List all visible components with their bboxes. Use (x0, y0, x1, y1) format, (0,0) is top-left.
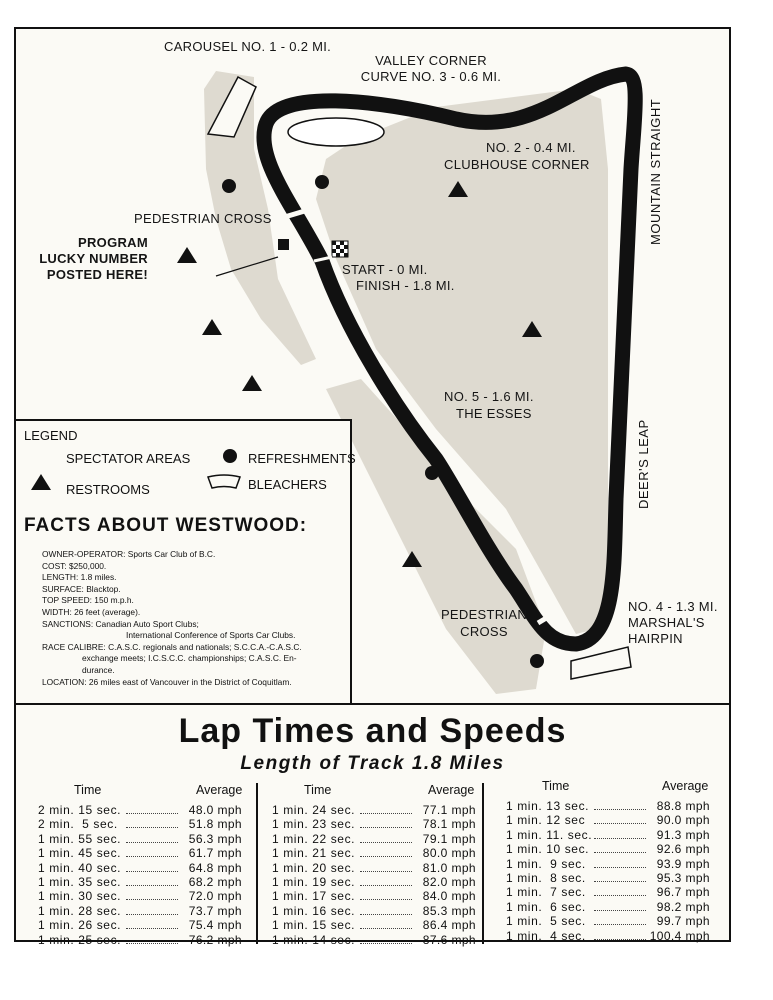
lap-speed: 85.3 mph (422, 903, 476, 918)
dot-leader (594, 828, 646, 839)
lap-time-row (492, 842, 716, 856)
lap-time: 1 min. 40 sec. (38, 860, 122, 875)
col-average-header: Average (662, 779, 709, 793)
bleachers-hairpin (571, 647, 631, 679)
lap-time: 1 min. 21 sec. (272, 846, 356, 861)
lap-time: 1 min. 24 sec. (272, 803, 356, 817)
label-no-5: NO. 5 - 1.6 MI. (444, 389, 534, 404)
fact-speed: TOP SPEED: 150 m.p.h. (42, 595, 134, 606)
program-board (278, 239, 289, 250)
dot-leader (594, 871, 646, 882)
legend-refreshments: REFRESHMENTS (248, 451, 356, 466)
lap-time-row (24, 918, 248, 932)
lap-speed: 92.6 mph (656, 842, 710, 857)
lap-times-subtitle: Length of Track 1.8 Miles (240, 753, 505, 774)
legend-panel (16, 419, 356, 703)
lap-speed: 88.8 mph (656, 799, 710, 813)
label-posted-here: POSTED HERE! (46, 267, 148, 282)
label-valley-corner: VALLEY CORNER (375, 53, 487, 68)
label-hairpin: HAIRPIN (628, 631, 683, 646)
lap-time-row (258, 933, 482, 947)
lap-time-row (492, 799, 716, 813)
label-program: PROGRAM (78, 235, 148, 250)
legend-spectator-areas: SPECTATOR AREAS (66, 451, 191, 466)
col-time-header: Time (542, 779, 570, 793)
label-finish-text: FINISH - 1.8 MI. (356, 278, 455, 293)
refreshment-marker (222, 179, 236, 193)
lap-speed: 80.0 mph (422, 846, 476, 861)
lap-time: 1 min. 55 sec. (38, 831, 122, 846)
lap-time: 1 min. 13 sec. (506, 799, 590, 813)
lap-speed: 95.3 mph (656, 870, 710, 885)
lap-speed: 82.0 mph (422, 874, 476, 889)
lap-time-row (492, 900, 716, 914)
lap-time: 2 min. 15 sec. (38, 803, 122, 817)
lap-time-row (258, 803, 482, 817)
dot-leader (360, 803, 412, 814)
lap-time-row (24, 933, 248, 947)
lap-speed: 81.0 mph (422, 860, 476, 875)
lap-rows (24, 803, 248, 947)
label-curve-3: CURVE NO. 3 - 0.6 MI. (360, 69, 502, 84)
restrooms-icon (30, 473, 52, 491)
label-pedestrian-cross-top: PEDESTRIAN CROSS (134, 211, 272, 226)
fact-length: LENGTH: 1.8 miles. (42, 572, 117, 583)
lap-speed: 68.2 mph (188, 874, 242, 889)
label-mountain-straight: MOUNTAIN STRAIGHT (648, 98, 663, 245)
lap-time-row (24, 803, 248, 817)
lap-time-row (24, 889, 248, 903)
lap-time-row (258, 918, 482, 932)
lap-time-row (258, 889, 482, 903)
dot-leader (126, 846, 178, 857)
fact-cost: COST: $250,000. (42, 560, 107, 571)
lap-time: 1 min. 35 sec. (38, 874, 122, 889)
fact-race-calibre: RACE CALIBRE: C.A.S.C. regionals and nationals; S.C.C.A.-C.A.S.C. (42, 641, 302, 652)
lap-time: 1 min. 25 sec. (38, 932, 122, 947)
lap-time-row (24, 904, 248, 918)
lap-speed: 51.8 mph (188, 817, 242, 832)
lap-rows (258, 803, 482, 947)
lap-time: 1 min. 11. sec. (506, 827, 593, 842)
checkered-flag-icon (332, 241, 348, 257)
dot-leader (594, 929, 646, 940)
dot-leader (360, 875, 412, 886)
lap-time-row (492, 914, 716, 928)
lap-speed: 84.0 mph (422, 889, 476, 904)
lap-speed: 76.2 mph (188, 932, 242, 947)
dot-leader (360, 846, 412, 857)
dot-leader (360, 889, 412, 900)
lap-time: 1 min. 10 sec. (506, 842, 590, 857)
fact-race-calibre-3: durance. (82, 664, 115, 675)
refreshment-marker (425, 466, 439, 480)
dot-leader (594, 857, 646, 868)
lap-time-row (258, 861, 482, 875)
label-lucky-number: LUCKY NUMBER (39, 251, 148, 266)
pond (288, 118, 384, 146)
fact-sanctions-2: International Conference of Sports Car Clubs. (126, 630, 296, 641)
dot-leader (360, 918, 412, 929)
dot-leader (360, 832, 412, 843)
lap-time: 1 min. 16 sec. (272, 903, 356, 918)
lap-speed: 77.1 mph (422, 803, 476, 817)
dot-leader (126, 861, 178, 872)
fact-sanctions: SANCTIONS: Canadian Auto Sport Clubs; (42, 618, 199, 629)
legend-bleachers: BLEACHERS (248, 477, 327, 492)
lap-times-section (16, 703, 729, 947)
restroom-marker (242, 375, 262, 391)
lap-time-row (492, 871, 716, 885)
lap-speed: 78.1 mph (422, 817, 476, 832)
lap-time-row (24, 875, 248, 889)
lap-rows (492, 799, 716, 943)
lap-time: 1 min. 19 sec. (272, 874, 356, 889)
label-carousel: CAROUSEL NO. 1 - 0.2 MI. (164, 39, 332, 54)
lap-time-row (258, 904, 482, 918)
dot-leader (594, 813, 646, 824)
dot-leader (126, 889, 178, 900)
lap-time-row (258, 832, 482, 846)
lap-column-2 (256, 783, 484, 947)
lap-time: 1 min. 26 sec. (38, 918, 122, 933)
dot-leader (594, 885, 646, 896)
lap-speed: 87.6 mph (422, 932, 476, 947)
lap-time: 1 min. 9 sec. (506, 856, 586, 871)
fact-owner: OWNER-OPERATOR: Sports Car Club of B.C. (42, 549, 216, 559)
lap-time-row (258, 875, 482, 889)
lap-time: 1 min. 20 sec. (272, 860, 356, 875)
lap-time: 1 min. 22 sec. (272, 831, 356, 846)
legend-restrooms: RESTROOMS (66, 482, 150, 497)
lap-speed: 73.7 mph (188, 903, 242, 918)
dot-leader (594, 842, 646, 853)
lap-time-row (492, 857, 716, 871)
label-pedestrian: PEDESTRIAN (440, 607, 528, 622)
lap-time-row (24, 861, 248, 875)
dot-leader (126, 817, 178, 828)
fact-location: LOCATION: 26 miles east of Vancouver in the District of Coquitlam. (42, 676, 292, 687)
lap-speed: 98.2 mph (656, 899, 710, 914)
label-start: START - 0 MI. (342, 262, 428, 277)
lap-column-1 (24, 783, 248, 947)
lap-time: 1 min. 7 sec. (506, 885, 586, 900)
lap-times-title: Lap Times and Speeds (178, 712, 567, 750)
track-map (16, 29, 729, 703)
lap-speed: 91.3 mph (656, 827, 710, 842)
lap-speed: 86.4 mph (422, 918, 476, 933)
label-deers-leap: DEER'S LEAP (636, 419, 651, 509)
lap-time-row (492, 885, 716, 899)
refreshment-marker (315, 175, 329, 189)
lap-speed: 79.1 mph (422, 831, 476, 846)
lap-time-row (258, 846, 482, 860)
lap-time: 1 min. 4 sec. (506, 928, 586, 943)
legend-title: LEGEND (24, 428, 78, 443)
dot-leader (126, 904, 178, 915)
lap-time: 1 min. 45 sec. (38, 846, 122, 861)
lap-column-3 (492, 779, 716, 943)
label-cross: CROSS (460, 624, 508, 639)
bleachers-icon (206, 473, 242, 491)
dot-leader (594, 914, 646, 925)
restroom-marker (177, 247, 197, 263)
fact-surface: SURFACE: Blacktop. (42, 583, 121, 594)
lap-time: 1 min. 8 sec. (506, 870, 586, 885)
lap-time: 1 min. 28 sec. (38, 903, 122, 918)
dot-leader (360, 817, 412, 828)
lap-time-row (258, 817, 482, 831)
lap-speed: 64.8 mph (188, 860, 242, 875)
lap-time: 1 min. 5 sec. (506, 914, 586, 929)
dot-leader (126, 803, 178, 814)
lap-time: 1 min. 6 sec. (506, 899, 586, 914)
label-no-4: NO. 4 - 1.3 MI. (628, 599, 718, 614)
dot-leader (126, 832, 178, 843)
label-marshals: MARSHAL'S (628, 615, 705, 630)
lap-time: 1 min. 17 sec. (272, 889, 356, 904)
lap-time-row (24, 817, 248, 831)
refreshment-marker (530, 654, 544, 668)
lap-speed: 75.4 mph (188, 918, 242, 933)
lap-speed: 61.7 mph (188, 846, 242, 861)
dot-leader (360, 933, 412, 944)
lap-time: 2 min. 5 sec. (38, 817, 118, 832)
lap-speed: 96.7 mph (656, 885, 710, 900)
restroom-marker (202, 319, 222, 335)
col-average-header: Average (428, 783, 475, 797)
label-no-2: NO. 2 - 0.4 MI. (486, 140, 576, 155)
dot-leader (126, 918, 178, 929)
lap-time-row (492, 813, 716, 827)
label-clubhouse-corner: CLUBHOUSE CORNER (444, 157, 590, 172)
col-time-header: Time (74, 783, 102, 797)
lap-speed: 72.0 mph (188, 889, 242, 904)
lap-time: 1 min. 30 sec. (38, 889, 122, 904)
dot-leader (360, 861, 412, 872)
dot-leader (360, 904, 412, 915)
lap-speed: 99.7 mph (656, 914, 710, 929)
dot-leader (126, 933, 178, 944)
program-page (14, 27, 731, 947)
dot-leader (126, 875, 178, 886)
lap-speed: 100.4 mph (649, 928, 710, 943)
facts-title: FACTS ABOUT WESTWOOD: (24, 515, 308, 536)
lap-speed: 56.3 mph (188, 831, 242, 846)
col-time-header: Time (304, 783, 332, 797)
fact-width: WIDTH: 26 feet (average). (42, 606, 141, 617)
lap-time-row (24, 846, 248, 860)
lap-time-row (24, 832, 248, 846)
lap-time: 1 min. 23 sec. (272, 817, 356, 832)
label-the-esses: THE ESSES (456, 406, 532, 421)
lap-time: 1 min. 12 sec (506, 813, 586, 828)
fact-race-calibre-2: exchange meets; I.C.S.C.C. championships; C.A.S.C. En- (82, 653, 297, 664)
lap-speed: 90.0 mph (656, 813, 710, 828)
lap-speed: 93.9 mph (656, 856, 710, 871)
dot-leader (594, 799, 646, 810)
lap-time-row (492, 929, 716, 943)
refreshments-icon (220, 446, 240, 466)
lap-time-row (492, 828, 716, 842)
lap-time: 1 min. 15 sec. (272, 918, 356, 933)
lap-time: 1 min. 14 sec. (272, 932, 356, 947)
col-average-header: Average (196, 783, 243, 797)
dot-leader (594, 900, 646, 911)
lap-speed: 48.0 mph (188, 803, 242, 817)
facts-list (42, 549, 342, 688)
